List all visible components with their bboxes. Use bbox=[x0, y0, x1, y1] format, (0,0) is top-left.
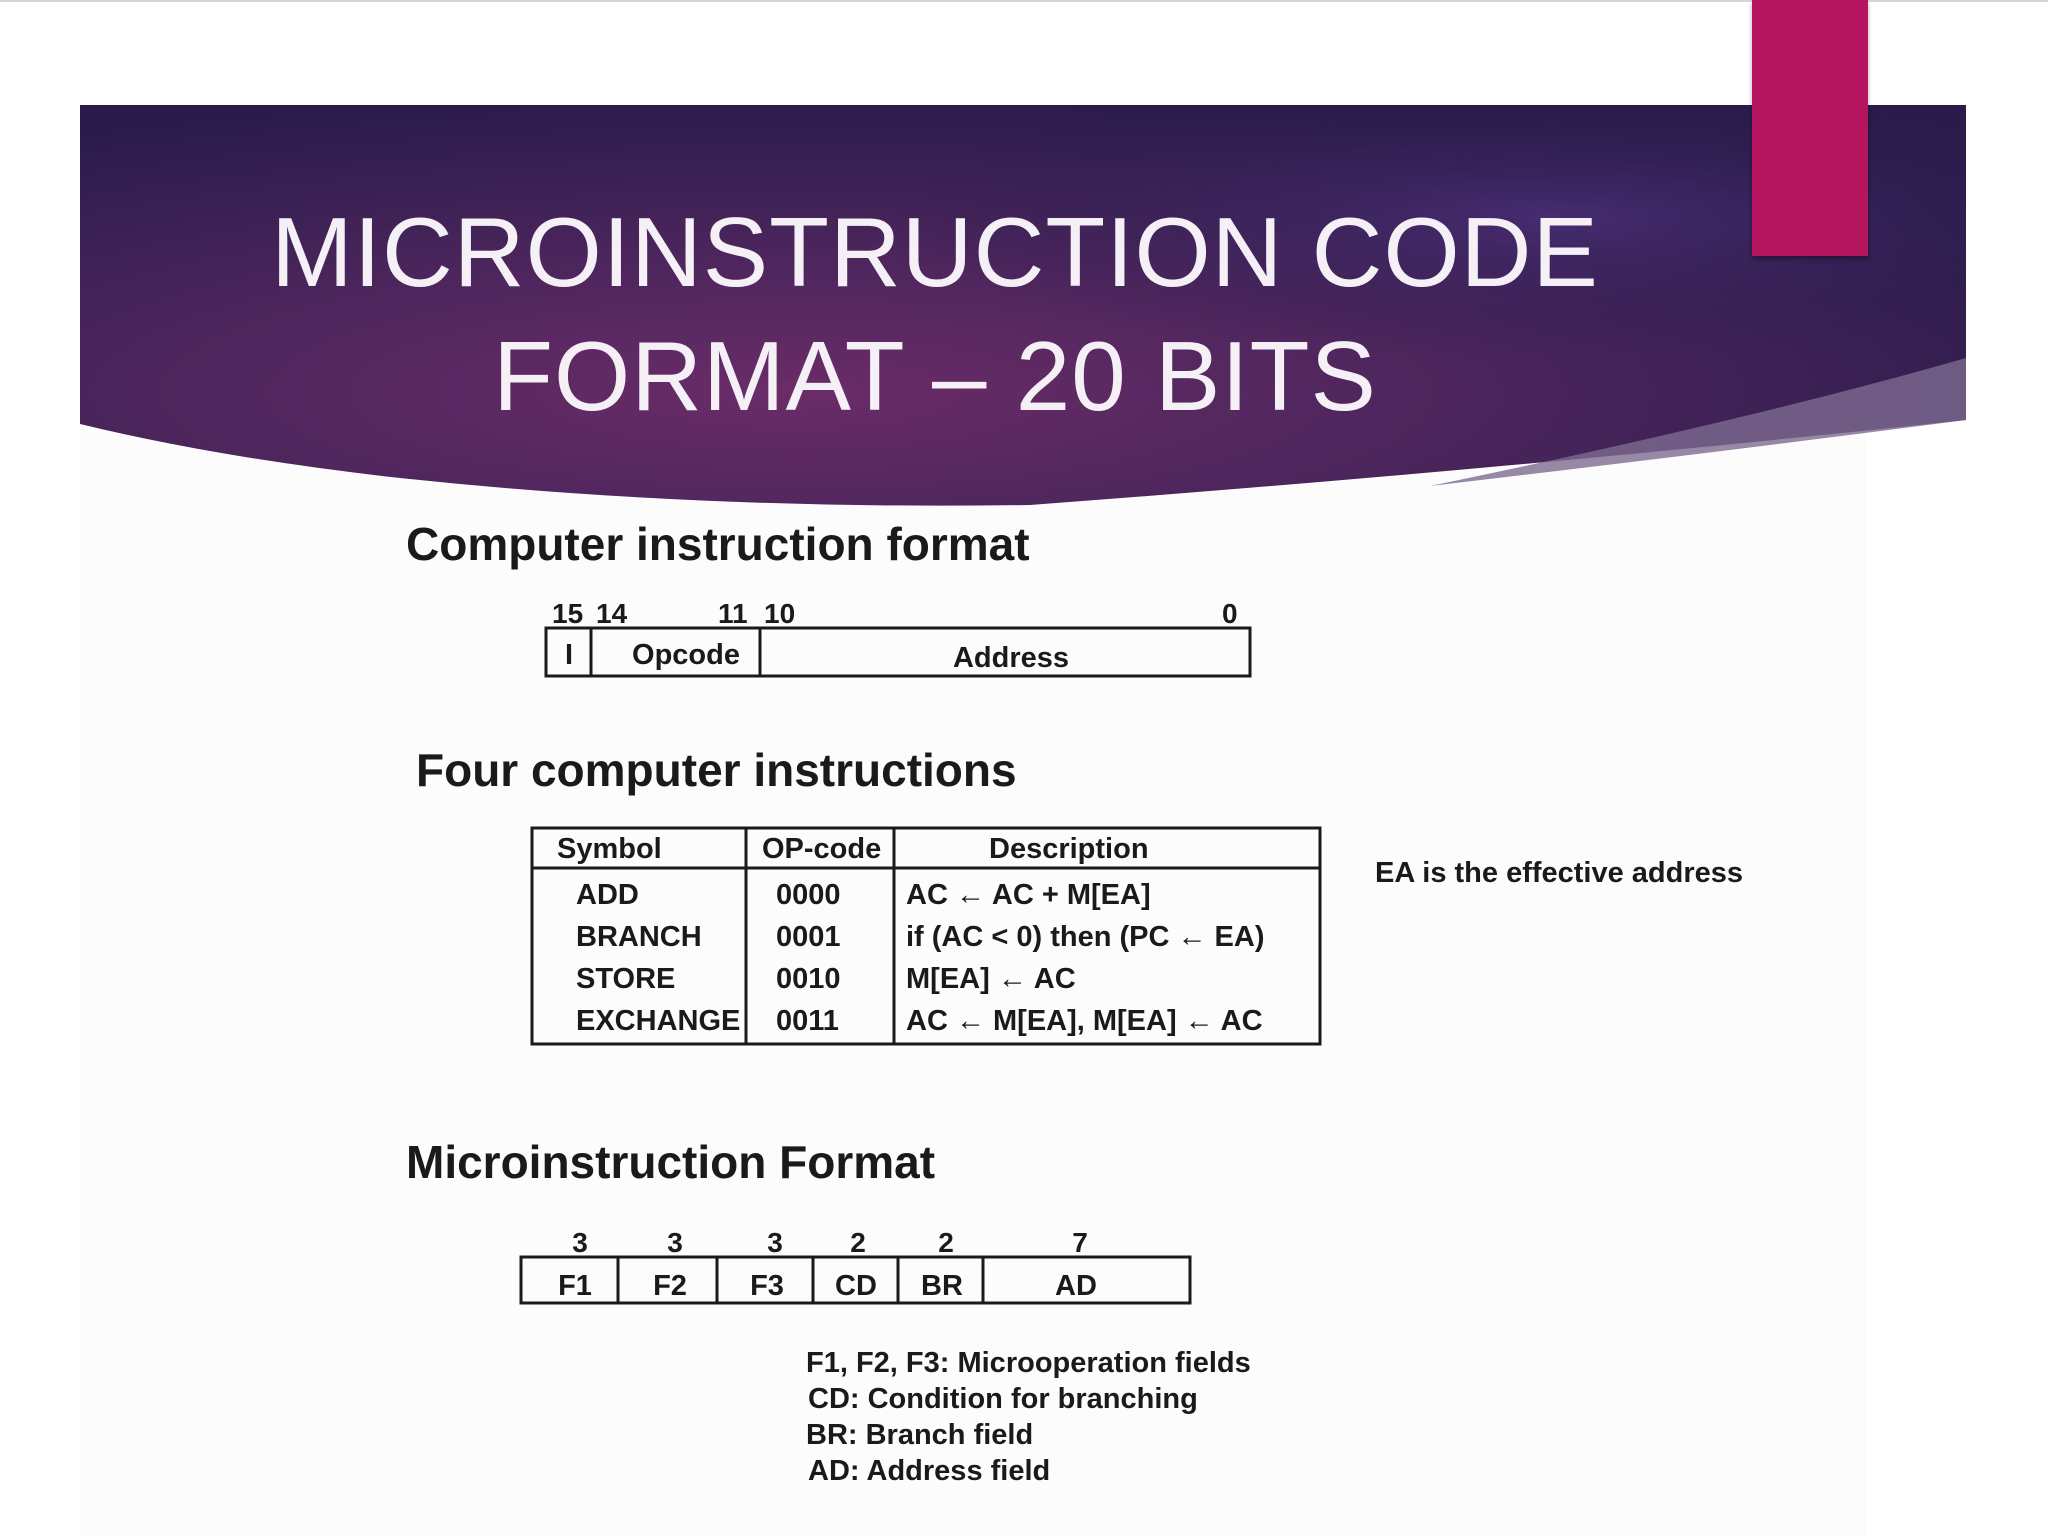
row-symbol: ADD bbox=[576, 879, 639, 911]
bit-label-0: 0 bbox=[1222, 598, 1238, 629]
effective-address-note: EA is the effective address bbox=[1375, 857, 1744, 889]
row-description: if (AC < 0) then (PC ← EA) bbox=[906, 921, 1265, 953]
table-row bbox=[576, 963, 1076, 995]
micro-legend bbox=[806, 1347, 1251, 1487]
legend-line: AD: Address field bbox=[808, 1455, 1051, 1487]
row-opcode: 0011 bbox=[776, 1005, 839, 1037]
legend-line: F1, F2, F3: Microoperation fields bbox=[806, 1347, 1251, 1379]
instruction-format-heading: Computer instruction format bbox=[406, 518, 1030, 570]
width-label-f2: 3 bbox=[667, 1227, 683, 1258]
bit-label-14: 14 bbox=[596, 598, 628, 629]
bit-label-15: 15 bbox=[552, 598, 584, 629]
field-ad: AD bbox=[1055, 1270, 1097, 1302]
bit-label-10: 10 bbox=[764, 598, 796, 629]
row-symbol: EXCHANGE bbox=[576, 1005, 741, 1037]
row-description: AC ← AC + M[EA] bbox=[906, 879, 1151, 911]
row-opcode: 0010 bbox=[776, 963, 841, 995]
four-instructions-heading: Four computer instructions bbox=[416, 744, 1017, 796]
table-row bbox=[576, 921, 1264, 953]
width-label-f3: 3 bbox=[767, 1227, 783, 1258]
row-opcode: 0000 bbox=[776, 879, 841, 911]
field-i: I bbox=[564, 639, 574, 671]
legend-line: CD: Condition for branching bbox=[808, 1383, 1198, 1415]
field-opcode: Opcode bbox=[632, 639, 740, 671]
slide-title-line-2: FORMAT – 20 BITS bbox=[493, 321, 1377, 431]
width-label-ad: 7 bbox=[1072, 1227, 1088, 1258]
micro-format-heading: Microinstruction Format bbox=[406, 1136, 936, 1188]
row-symbol: BRANCH bbox=[576, 921, 702, 953]
table-row bbox=[576, 1005, 1263, 1037]
row-description: AC ← M[EA], M[EA] ← AC bbox=[906, 1005, 1263, 1037]
field-f2: F2 bbox=[653, 1270, 687, 1302]
row-opcode: 0001 bbox=[776, 921, 841, 953]
row-description: M[EA] ← AC bbox=[906, 963, 1076, 995]
legend-line: BR: Branch field bbox=[806, 1419, 1034, 1451]
field-f1: F1 bbox=[558, 1270, 592, 1302]
header-opcode: OP-code bbox=[762, 833, 882, 865]
header-description: Description bbox=[989, 833, 1149, 865]
field-cd: CD bbox=[835, 1270, 877, 1302]
field-address: Address bbox=[952, 642, 1070, 674]
table-row bbox=[576, 879, 1151, 911]
bit-label-11: 11 bbox=[718, 598, 748, 629]
row-symbol: STORE bbox=[576, 963, 676, 995]
width-label-cd: 2 bbox=[850, 1227, 866, 1258]
width-label-br: 2 bbox=[938, 1227, 954, 1258]
width-label-f1: 3 bbox=[572, 1227, 588, 1258]
slide-title-line-1: MICROINSTRUCTION CODE bbox=[271, 197, 1599, 307]
field-br: BR bbox=[921, 1270, 963, 1302]
header-symbol: Symbol bbox=[557, 833, 662, 865]
field-f3: F3 bbox=[750, 1270, 784, 1302]
